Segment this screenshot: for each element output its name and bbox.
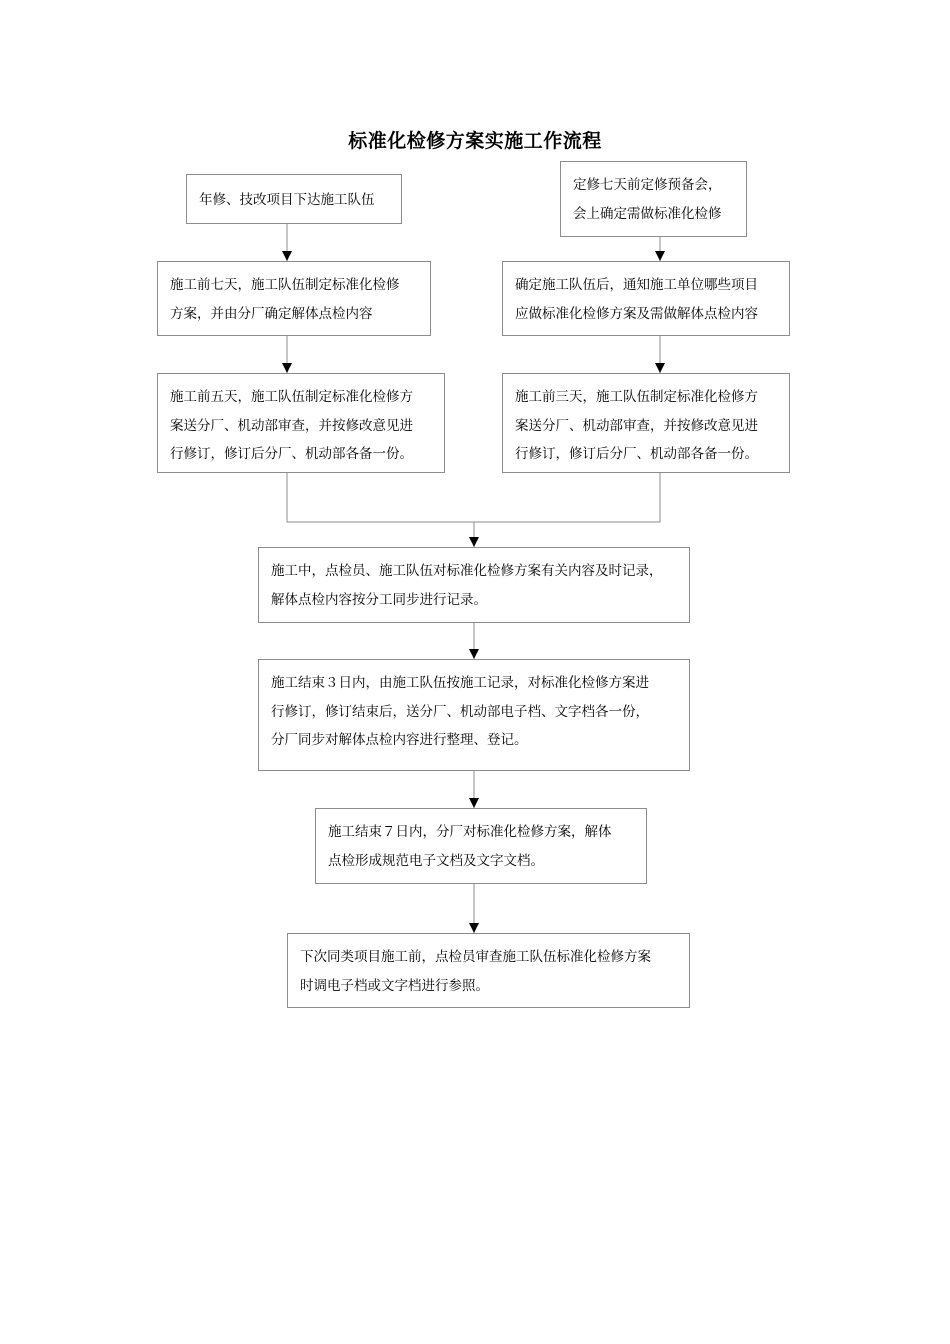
step-line: 解体点检内容按分工同步进行记录。 (271, 591, 487, 608)
step-line: 施工前三天，施工队伍制定标准化检修方 (515, 389, 758, 405)
step-right-review (502, 373, 790, 473)
step-line: 时调电子档或文字档进行参照。 (300, 977, 489, 994)
step-line: 年修、技改项目下达施工队伍 (199, 192, 375, 208)
step-line: 施工中，点检员、施工队伍对标准化检修方案有关内容及时记录， (271, 563, 663, 579)
step-after-3-days (258, 659, 690, 771)
step-line: 案送分厂、机动部审查，并按修改意见进 (170, 417, 413, 434)
step-line: 案送分厂、机动部审查，并按修改意见进 (515, 417, 758, 434)
step-line: 方案，并由分厂确定解体点检内容 (170, 305, 373, 322)
step-line: 分厂同步对解体点检内容进行整理、登记。 (271, 732, 528, 748)
step-line: 行修订，修订后分厂、机动部各备一份。 (170, 446, 413, 462)
step-line: 施工结束３日内，由施工队伍按施工记录，对标准化检修方案进 (271, 675, 649, 691)
step-right-mid (502, 261, 790, 336)
step-line: 会上确定需做标准化检修 (573, 205, 722, 222)
step-left-review (157, 373, 445, 473)
step-line: 行修订，修订结束后，送分厂、机动部电子档、文字档各一份， (271, 703, 649, 720)
step-line: 施工结束７日内，分厂对标准化检修方案，解体 (328, 824, 612, 840)
step-line: 施工前七天，施工队伍制定标准化检修 (170, 277, 400, 293)
step-line: 应做标准化检修方案及需做解体点检内容 (515, 305, 758, 322)
step-during (258, 547, 690, 623)
step-line: 确定施工队伍后，通知施工单位哪些项目 (515, 277, 758, 293)
step-left-start (186, 174, 402, 224)
step-left-mid (157, 261, 431, 336)
step-next-project (287, 933, 690, 1008)
step-line: 行修订，修订后分厂、机动部各备一份。 (515, 446, 758, 462)
merge-line (287, 472, 660, 522)
step-line: 定修七天前定修预备会， (573, 177, 722, 193)
step-line: 点检形成规范电子文档及文字文档。 (328, 852, 544, 869)
step-line: 下次同类项目施工前，点检员审查施工队伍标准化检修方案 (300, 949, 651, 965)
step-line: 施工前五天，施工队伍制定标准化检修方 (170, 389, 413, 405)
step-after-7-days (315, 808, 647, 884)
step-right-start (560, 161, 747, 237)
page-title: 标准化检修方案实施工作流程 (348, 130, 602, 152)
